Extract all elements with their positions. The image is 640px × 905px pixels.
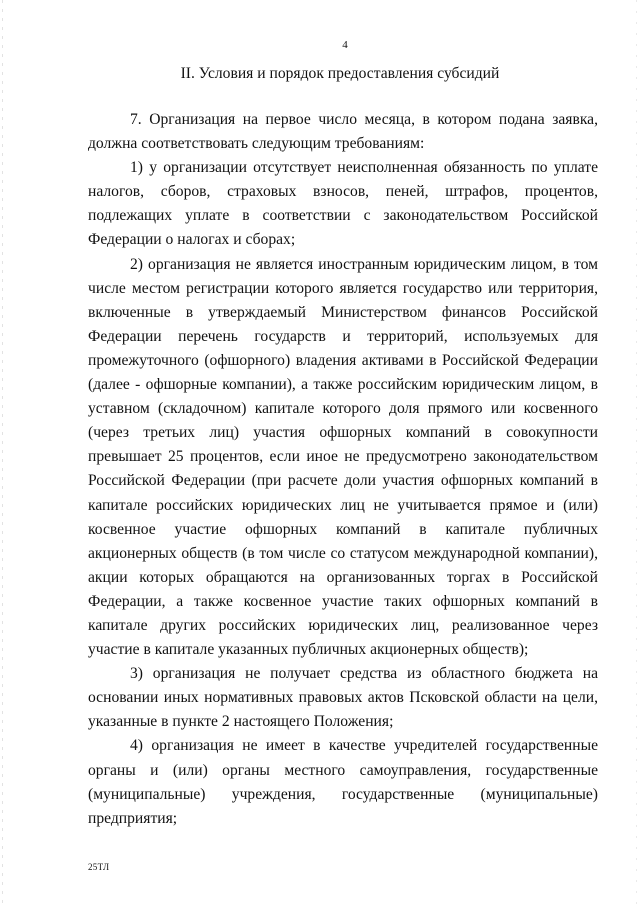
paragraph-7: 7. Организация на первое число месяца, в котором подана заявка, должна соответствовать следующим требованиям: [88,111,598,153]
scan-edge-right [636,0,637,905]
section-heading: II. Условия и порядок предоставления субсидий [180,65,500,82]
document-body [88,108,598,831]
paragraph-item-3: 3) организация не получает средства из областного бюджета на основании иных нормативных правовых актов Псковской области на цели, указанные в пункте 2 настоящего Положения; [88,665,598,731]
footer-code: 25ТЛ [88,862,110,872]
paragraph-item-1: 1) у организации отсутствует неисполненная обязанность по уплате налогов, сборов, страховых взносов, пеней, штрафов, процентов, подлежащих уплате в соответствии с законодательством Российской Федерации о налогах и сборах; [88,159,598,249]
scan-edge-left [2,0,3,905]
paragraph-item-4: 4) организация не имеет в качестве учредителей государственные органы и (или) органы местного самоуправления, государственные (муниципальные) учреждения, государственные (муниципальные) предприятия; [88,737,598,827]
page-number: 4 [342,39,348,51]
paragraph-item-2: 2) организация не является иностранным юридическим лицом, в том числе местом регистрации которого является государство или территория, включенные в утверждаемый Министерством финансов Российской Федерации перечень государств и территорий, используемых для промежуточного (офшорного) владения активами в Российской Федерации (далее - офшорные компании), а также российским юридическим лицом, в уставном (складочном) капитале которого доля прямого или косвенного (через третьих лиц) участия офшорных компаний в совокупности превышает 25 процентов, если иное не предусмотрено законодательством Российской Федерации (при расчете доли участия офшорных компаний в капитале российских юридических лиц не учитывается прямое и (или) косвенное участие офшорных компаний в капитале публичных акционерных обществ (в том числе со статусом международной компании), акции которых обращаются на организованных торгах в Российской Федерации, а также косвенное участие таких офшорных компаний в капитале других российских юридических лиц, реализованное через участие в капитале указанных публичных акционерных обществ); [88,255,598,659]
